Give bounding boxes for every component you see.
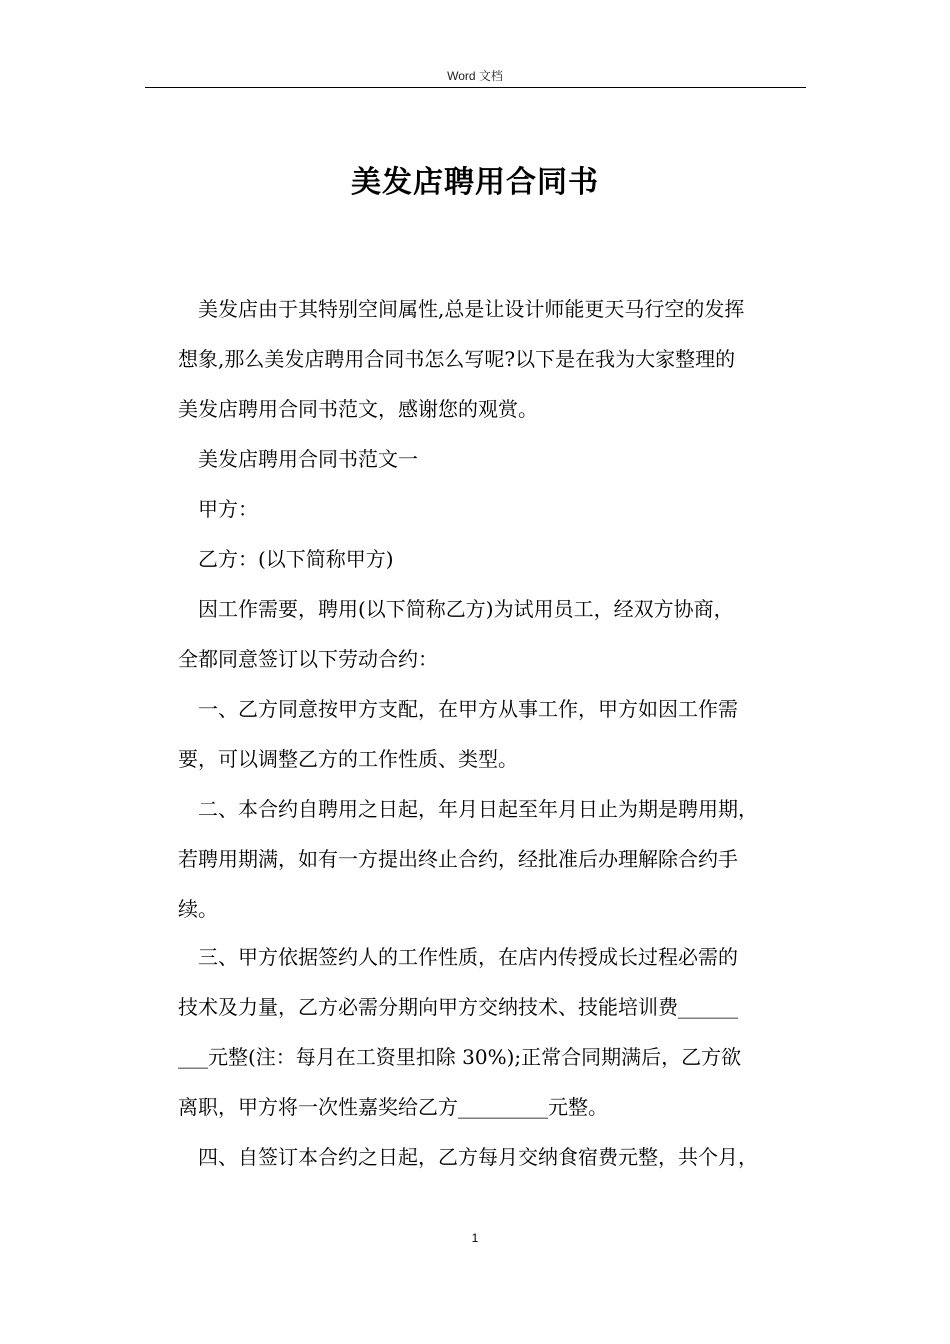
- body-line: 三、甲方依据签约人的工作性质，在店内传授成长过程必需的: [198, 945, 738, 969]
- body-line: 技术及力量，乙方必需分期向甲方交纳技术、技能培训费______: [178, 995, 738, 1019]
- body-line: 一、乙方同意按甲方支配，在甲方从事工作，甲方如因工作需: [198, 697, 738, 721]
- header-label: Word 文档: [447, 69, 503, 83]
- header-rule: [145, 87, 806, 88]
- body-line: 要，可以调整乙方的工作性质、类型。: [178, 747, 518, 771]
- body-line: 二、本合约自聘用之日起，年月日起至年月日止为期是聘用期，: [198, 797, 758, 821]
- body-line: 甲方：: [198, 497, 258, 521]
- body-line: 美发店由于其特别空间属性,总是让设计师能更天马行空的发挥: [198, 297, 745, 321]
- body-line: 想象,那么美发店聘用合同书怎么写呢?以下是在我为大家整理的: [178, 347, 736, 371]
- body-line: 乙方：(以下简称甲方): [198, 547, 394, 571]
- body-line: 四、自签订本合约之日起，乙方每月交纳食宿费元整，共个月，: [198, 1145, 758, 1169]
- document-title: 美发店聘用合同书: [351, 165, 599, 200]
- page-number: 1: [471, 1231, 479, 1245]
- body-line: 美发店聘用合同书范文一: [198, 447, 418, 471]
- body-line: 若聘用期满，如有一方提出终止合约，经批准后办理解除合约手: [178, 847, 738, 871]
- body-line: 离职，甲方将一次性嘉奖给乙方_________元整。: [178, 1095, 608, 1119]
- body-line: 全都同意签订以下劳动合约：: [178, 647, 438, 671]
- body-line: ___元整(注：每月在工资里扣除 30%);正常合同期满后，乙方欲: [178, 1045, 742, 1069]
- body-line: 美发店聘用合同书范文，感谢您的观赏。: [178, 397, 538, 421]
- body-line: 续。: [178, 897, 218, 921]
- body-line: 因工作需要，聘用(以下简称乙方)为试用员工，经双方协商，: [198, 597, 734, 621]
